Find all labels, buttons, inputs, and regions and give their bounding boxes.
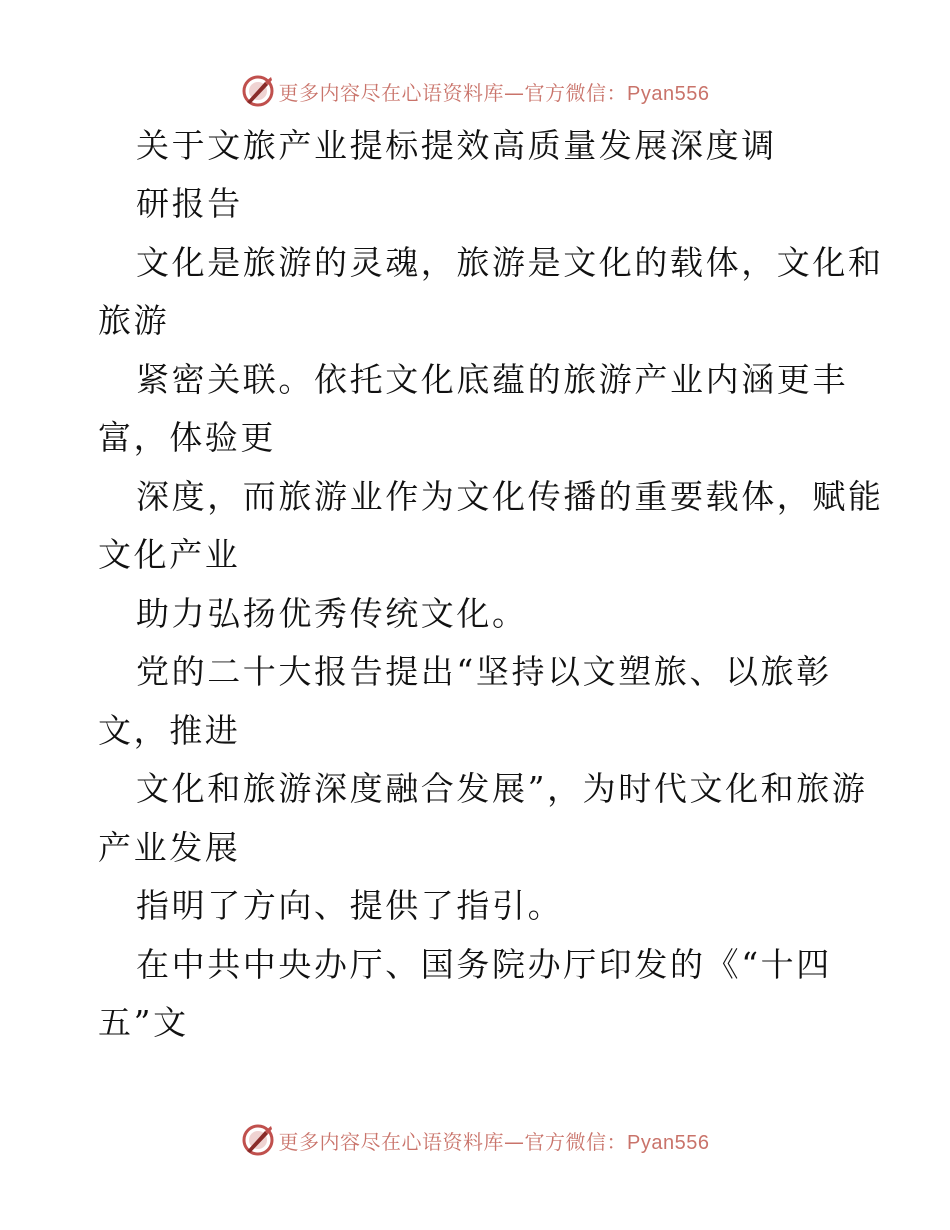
paragraph-line: 文化产业 bbox=[98, 535, 241, 574]
watermark-text: 更多内容尽在心语资料库—官方微信：Pyan556 bbox=[278, 1129, 710, 1154]
paragraph-line: 在中共中央办厅、国务院办厅印发的《“十四 bbox=[136, 945, 832, 984]
title-line-2: 研报告 bbox=[136, 184, 243, 223]
paragraph-line: 紧密关联。依托文化底蕴的旅游产业内涵更丰 bbox=[136, 360, 848, 399]
watermark-text: 更多内容尽在心语资料库—官方微信：Pyan556 bbox=[278, 80, 710, 105]
footer-watermark bbox=[0, 1120, 950, 1160]
paragraph-line: 助力弘扬优秀传统文化。 bbox=[136, 594, 528, 633]
quill-circle-logo-icon bbox=[241, 74, 275, 108]
paragraph-line: 党的二十大报告提出“坚持以文塑旅、以旅彰 bbox=[136, 652, 832, 691]
paragraph-line: 文，推进 bbox=[98, 711, 241, 750]
paragraph-line: 旅游 bbox=[98, 301, 170, 340]
paragraph-line: 文化和旅游深度融合发展”，为时代文化和旅游 bbox=[136, 769, 868, 808]
header-watermark bbox=[0, 71, 950, 111]
paragraph-line: 五”文 bbox=[98, 1003, 189, 1042]
wechat-id: Pyan556 bbox=[627, 1131, 710, 1154]
paragraph-line: 文化是旅游的灵魂，旅游是文化的载体，文化和 bbox=[136, 243, 884, 282]
quill-circle-logo-icon bbox=[241, 1123, 275, 1157]
paragraph-line: 富，体验更 bbox=[98, 418, 276, 457]
paragraph-line: 产业发展 bbox=[98, 828, 241, 867]
paragraph-line: 深度，而旅游业作为文化传播的重要载体，赋能 bbox=[136, 477, 884, 516]
paragraph-line: 指明了方向、提供了指引。 bbox=[136, 886, 564, 925]
title-line-1: 关于文旅产业提标提效高质量发展深度调 bbox=[136, 126, 777, 165]
wechat-id: Pyan556 bbox=[627, 82, 710, 105]
